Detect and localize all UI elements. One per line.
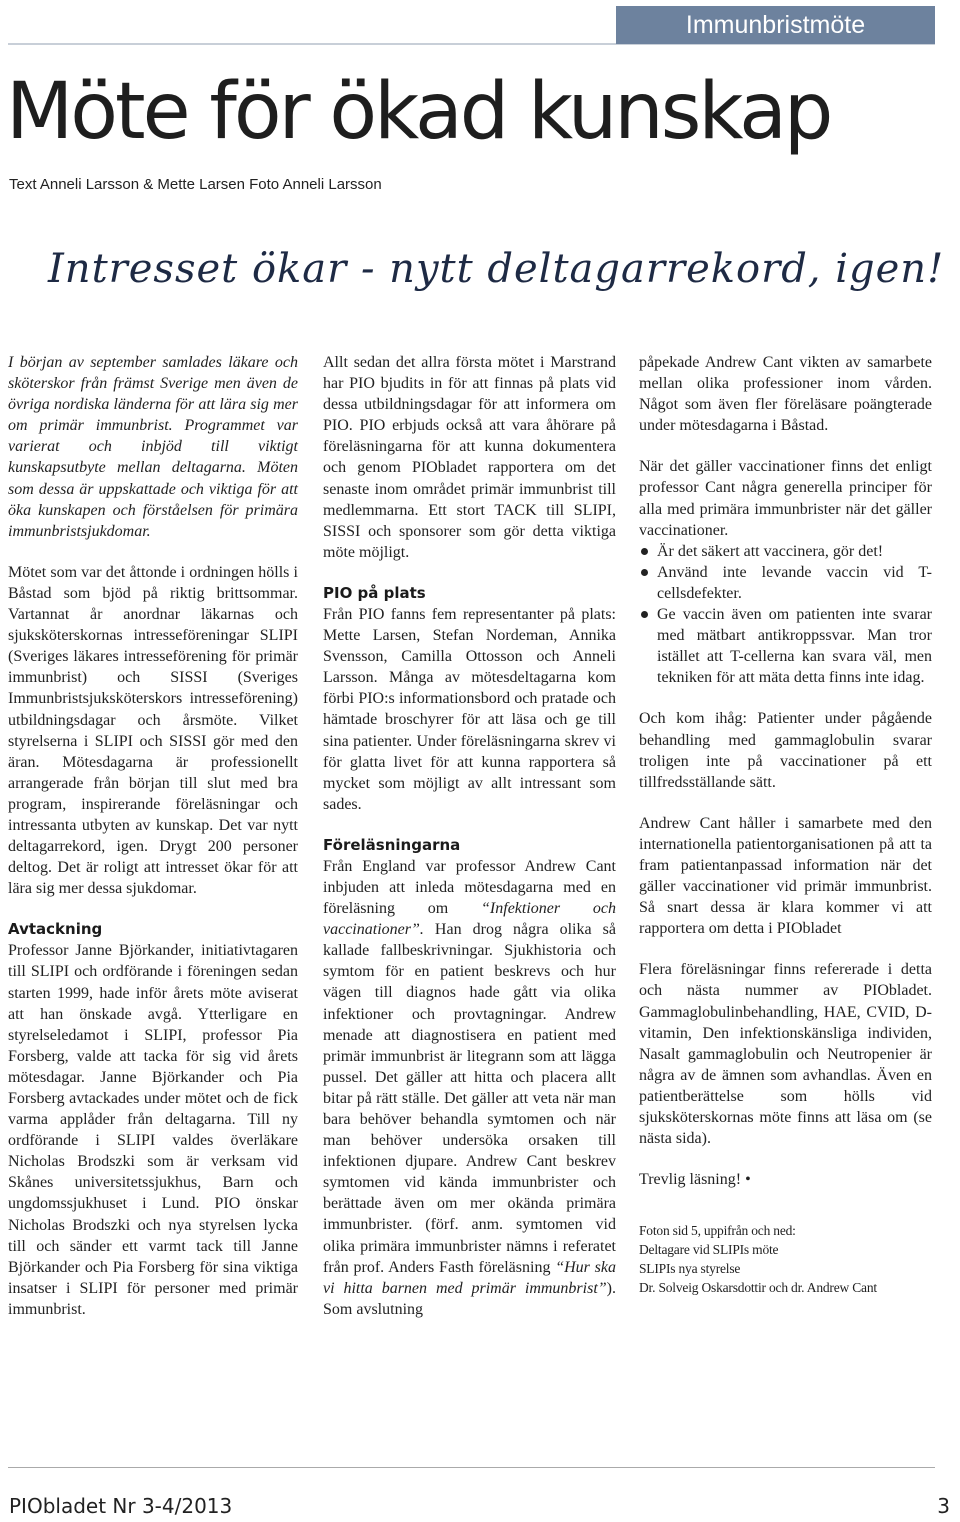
- list-item: Använd inte levande vaccin vid T-cellsdefekter.: [639, 562, 932, 604]
- text-run: Han drog några olika så kallade fallbeskrivningar. Sjukhistoria och symtom för en patient beskrevs och hur vägen till diagnos hade gått via olika infektioner och provtagningar. Andrew menade att diagnostisera en patient med primär immunbrist är litegrann som att lägga pussel. Det gäller att hitta och placera allt bitar på rätt ställe. Det gäller att veta när man bara behöver behandla symtomen och när man behöver undersöka orsaken till infektionen djupare. Andrew Cant beskrev symtomen vid kända immunbrister och berättade även om mer okända primära immunbrister. (förf. anm. symtomen vid olika primära immunbrister nämns i referatet från prof. Anders Fasth föreläsning: [323, 921, 616, 1276]
- section-heading: PIO på plats: [323, 583, 426, 602]
- body-paragraph: Mötet som var det åttonde i ordningen hölls i Båstad som bjöd på riktig brittsommar. Vartannat år anordnar läkarnas och sjuksköterskornas intresseföreningar SLIPI (Sveriges läkares intresseförening för primär immunbrist) och SISSI (Sveriges Immunbristsjuksköterskors intresseförening) utbildningsdagar och årsmöte. Vilket styrelserna i SLIPI och SISSI gör med den äran. Mötesdagarna är professionellt arrangerade från början till slut med bra program, inspirerande föreläsningar och intressanta utbyten av kunskap. Det var nytt deltagarrekord, igen. Drygt 200 personer deltog. Det är roligt att intresset ökar för att lära sig mer dessa sjukdomar.: [8, 563, 298, 898]
- body-paragraph: Och kom ihåg: Patienter under pågående behandling med gammaglobulin svarar troligen inte på vaccinationer på ett tillfredsställande sätt.: [639, 710, 932, 791]
- list-item: Är det säkert att vaccinera, gör det!: [639, 541, 932, 562]
- body-paragraph: påpekade Andrew Cant vikten av samarbete mellan olika professioner inom vården. Något som även fler föreläsare poängterade under mötesdagarna i Båstad.: [639, 354, 932, 435]
- vaccination-list: [639, 541, 932, 689]
- byline: Text Anneli Larsson & Mette Larsen Foto Anneli Larsson: [9, 176, 382, 193]
- section-heading: Avtackning: [8, 920, 103, 939]
- section-label: Immunbristmöte: [616, 6, 935, 44]
- kicker: Intresset ökar - nytt deltagarrekord, igen!: [48, 246, 945, 292]
- article-column-1: [8, 352, 298, 1340]
- body-paragraph: Flera föreläsningar finns refererade i detta och nästa nummer av PIObladet. Gammaglobulinbehandling, HAE, CVID, D-vitamin, Den infektionskänsliga individen, Nasalt gammaglobulin och Neutropenier är några av de ämnen som avhandlas. Även en patientberättelse som hölls vid sjuksköterskornas möte finns att läsa om (se nästa sida).: [639, 961, 932, 1148]
- list-item: Ge vaccin även om patienten inte svarar med mätbart antikroppssvar. Man tror istället att T-cellerna kan svara väl, men tekniken för att mäta detta finns inte idag.: [639, 604, 932, 688]
- page-number: 3: [937, 1494, 950, 1518]
- caption-line: Deltagare vid SLIPIs möte: [639, 1242, 779, 1258]
- body-paragraph: Allt sedan det allra första mötet i Marstrand har PIO bjudits in för att finnas på plats vid dessa utbildningsdagar för att informera om PIO. PIO erbjuds också att vara åhörare på föreläsningarna för att kunna dokumentera och genom PIObladet rapportera om det senaste inom området primär immunbrist till medlemmarna. Ett stort TACK till SLIPI, SISSI och sponsorer som gör detta viktiga möte möjligt.: [323, 354, 616, 561]
- article-column-3: [639, 352, 932, 1297]
- lecture-title: “Infektioner och vaccinationer”.: [323, 900, 617, 939]
- body-paragraph: [323, 856, 616, 1320]
- footer-rule: [8, 1467, 935, 1468]
- photo-caption: [639, 1222, 932, 1297]
- lecture-title: “Hur ska vi hitta barnen med primär immunbrist”: [323, 1258, 616, 1297]
- text-run: Från England var professor Andrew Cant inbjuden att inleda mötesdagarna med en föreläsning om: [323, 857, 616, 918]
- intro-paragraph: I början av september samlades läkare och sköterskor från främst Sverige men även de övriga nordiska länderna för att lära sig mer om primär immunbrist. Programmet var varierat och inbjöd till viktigt kunskapsutbyte mellan deltagarna. Möten som dessa är uppskattade och viktiga för att öka kunskapen och förståelsen för primära immunbristsjukdomar.: [8, 354, 298, 540]
- body-paragraph: Professor Janne Björkander, initiativtagaren till SLIPI och ordförande i föreningen sedan starten 1999, hade inför årets möte aviserat att han önskade avgå. Ytterligare en styrelseledamot i SLIPI, professor Pia Forsberg, valde att tacka för sig vid årets mötesdagar. Janne Björkander och Pia Forsberg avtackades under mötet och de fick varma applåder från deltagarna. Till ny ordförande i SLIPI valdes överläkare Nicholas Brodszki som är verksam vid Skånes universitetssjukhus, Barn och ungdomssjukhuset i Lund. PIO önskar Nicholas Brodszki och nya styrelsen lycka till och sänder ett varmt tack till Janne Björkander och Pia Forsberg för sina viktiga insatser i SLIPI för personer med primär immunbrist.: [8, 942, 298, 1318]
- article-column-2: [323, 352, 616, 1340]
- caption-line: Dr. Solveig Oskarsdottir och dr. Andrew Cant: [639, 1279, 877, 1295]
- page-title: Möte för ökad kunskap: [6, 67, 831, 157]
- caption-line: SLIPIs nya styrelse: [639, 1260, 741, 1276]
- body-paragraph: När det gäller vaccinationer finns det enligt professor Cant några generella principer för alla med primära immunbrister när det gäller vaccinationer.: [639, 458, 932, 539]
- body-paragraph: Andrew Cant håller i samarbete med den internationella patientorganisationen på att ta fram patientanpassad information när det gäller vaccinationer vid primär immunbrist. Så snart dessa är klara kommer vi att rapportera om detta i PIObladet: [639, 814, 932, 938]
- caption-line: Foton sid 5, uppifrån och ned:: [639, 1223, 796, 1239]
- body-paragraph: Från PIO fanns fem representanter på plats: Mette Larsen, Stefan Nordeman, Annika Svensson, Camilla Ottosson och Anneli Larsson. Många av mötesdeltagarna kom förbi PIO:s informationsbord och pratade och hämtade broschyrer för att läsa och ge till sina patienter. Under föreläsningarna skrev vi för glatta livet för att kunna rapportera så mycket som möjligt av allt intressant som sades.: [323, 605, 616, 813]
- issue-label: PIObladet Nr 3-4/2013: [9, 1494, 233, 1518]
- closing-line: Trevlig läsning! •: [639, 1171, 751, 1189]
- section-heading: Föreläsningarna: [323, 835, 461, 854]
- text-run: ). Som avslutning: [323, 1279, 616, 1318]
